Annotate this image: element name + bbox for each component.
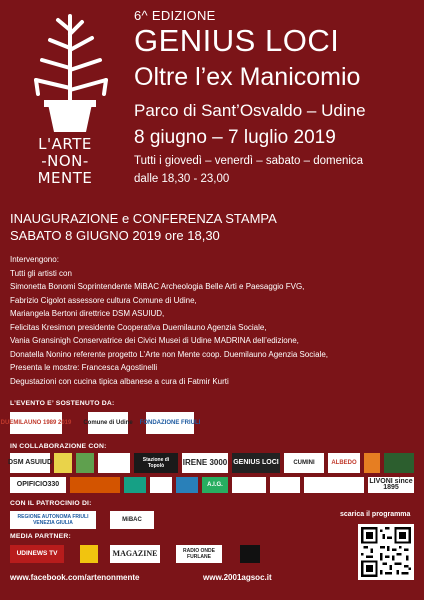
partner-logo — [270, 477, 300, 493]
speaker-line: Vania Gransinigh Conservatrice dei Civici Musei di Udine MADRINA dell’edizione, — [10, 336, 299, 345]
speaker-line: Intervengono: — [10, 255, 59, 264]
inauguration-heading — [10, 210, 277, 244]
qr-caption: scarica il programma — [340, 511, 411, 518]
event-place: Parco di Sant’Osvaldo – Udine — [134, 101, 366, 120]
partner-logo: A.I.G. — [202, 477, 228, 493]
arte-non-mente-logo — [10, 8, 128, 198]
partner-logo — [364, 453, 380, 473]
speaker-line: Mariangela Bertoni direttrice DSM ASUIUD, — [10, 309, 165, 318]
partner-logo — [304, 477, 364, 493]
logo-line-2: -NON- — [41, 152, 89, 170]
collaboration-heading: IN COLLABORAZIONE CON: — [10, 443, 107, 450]
speaker-line: Presenta le mostre: Francesca Agostinelli — [10, 363, 158, 372]
partner-logo — [98, 453, 130, 473]
partner-logo — [70, 477, 120, 493]
partner-logo: ALBEDO — [328, 453, 360, 473]
logo-line-3: MENTE — [37, 169, 93, 187]
speaker-line: Felicitas Kresimon presidente Cooperativa Duemilauno Agenzia Sociale, — [10, 322, 267, 332]
patronage-logo-regione: REGIONE AUTONOMA FRIULI VENEZIA GIULIA — [10, 511, 96, 529]
media-logo: UDINEWS TV — [10, 545, 64, 563]
event-dates: 8 giugno – 7 luglio 2019 — [134, 127, 336, 148]
partner-logo — [54, 453, 72, 473]
inauguration-line-2: SABATO 8 GIUGNO 2019 ore 18,30 — [10, 228, 220, 243]
logo-line-1: L'ARTE — [38, 135, 92, 153]
partner-logo: Stazione di Topolò — [134, 453, 178, 473]
logo-wordmark — [10, 136, 120, 187]
sponsor-logo-fondazione: FONDAZIONE FRIULI — [146, 412, 194, 434]
media-heading: MEDIA PARTNER: — [10, 533, 71, 540]
partner-logo: DSM ASUIUD — [10, 453, 50, 473]
partner-logo: OPIFICIO330 — [10, 477, 66, 493]
event-days: Tutti i giovedì – venerdì – sabato – domenica — [134, 155, 364, 167]
supported-heading: L’EVENTO E’ SOSTENUTO DA: — [10, 400, 115, 407]
partner-logo — [76, 453, 94, 473]
partner-logo — [176, 477, 198, 493]
speaker-line: Fabrizio Cigolot assessore cultura Comune di Udine, — [10, 295, 197, 305]
partner-logo: GENIUS LOCI — [232, 453, 280, 473]
speaker-line: Tutti gli artisti con — [10, 268, 72, 278]
speakers-list — [10, 253, 422, 388]
media-logo — [80, 545, 98, 563]
event-subtitle: Oltre l’ex Manicomio — [134, 63, 361, 91]
edition-label: 6^ EDIZIONE — [134, 8, 216, 23]
plant-pot-icon — [20, 8, 120, 136]
speaker-line: Degustazioni con cucina tipica albanese a cura di Fatmir Kurti — [10, 376, 229, 386]
qr-code[interactable] — [358, 524, 414, 580]
partner-logo — [232, 477, 266, 493]
partner-logo: IRENE 3000 — [182, 453, 228, 473]
partner-logo — [124, 477, 146, 493]
qr-code-icon — [361, 527, 411, 577]
partner-logo — [150, 477, 172, 493]
media-logo: MAGAZINE — [110, 545, 160, 563]
sponsor-logo-comune: Comune di Udine — [88, 412, 128, 434]
event-hours: dalle 18,30 - 23,00 — [134, 173, 230, 185]
partner-logo: LIVONI since 1895 — [369, 477, 413, 491]
speaker-line: Donatella Nonino referente progetto L’Arte non Mente coop. Duemilauno Agenzia Sociale, — [10, 349, 328, 359]
speaker-line: Simonetta Bonomi Soprintendente MiBAC Archeologia Belle Arti e Paesaggio FVG, — [10, 282, 305, 291]
patronage-heading: CON IL PATROCINIO DI: — [10, 500, 92, 507]
facebook-link[interactable]: www.facebook.com/artenonmente — [10, 573, 140, 582]
sponsor-logo-duemilauno: DUEMILAUNO 1989 2019 — [10, 412, 62, 434]
media-logo — [240, 545, 260, 563]
partner-logo — [384, 453, 414, 473]
partner-logo: CUMINI — [284, 453, 324, 473]
inauguration-line-1: INAUGURAZIONE e CONFERENZA STAMPA — [10, 211, 277, 226]
media-logo: RADIO ONDE FURLANE — [176, 545, 222, 563]
website-link[interactable]: www.2001agsoc.it — [203, 573, 272, 582]
event-title: GENIUS LOCI — [134, 23, 340, 58]
patronage-logo-mibac: MiBAC — [110, 511, 154, 529]
